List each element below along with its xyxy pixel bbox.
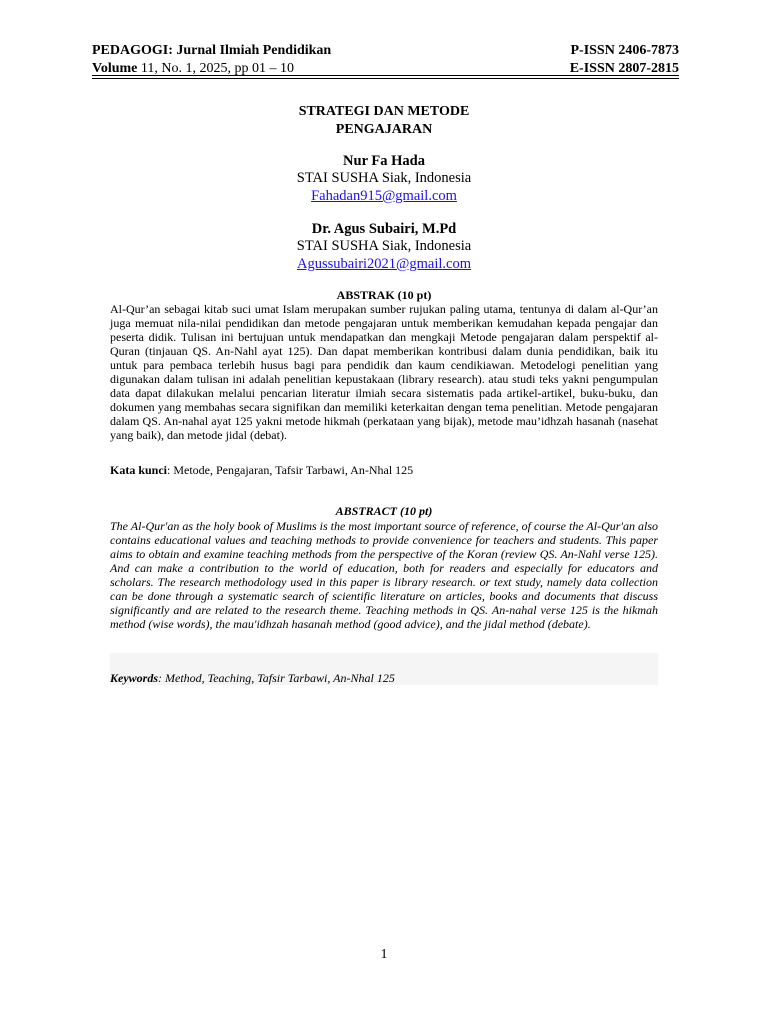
- abstract-text: The Al-Qur'an as the holy book of Muslims is the most important source of reference, of course the Al-Qur'an also contains educational values and teaching methods to provide convenience for teachers and students. This paper aims to obtain and examine teaching methods from the perspective of the Koran (review QS. An-Nahl verse 125). And can make a contribution to the world of education, both for readers and especially for educators and scholars. The research methodology used in this paper is library research. or text study, namely data collection can be done through a systematic search of scientific literature on articles, books and documents that discuss significantly and are related to the research theme. Teaching methods in QS. An-nahal verse 125 is the hikmah method (wise words), the mau'idhzah hasanah method (good advice), and the jidal method (debate).: [110, 519, 658, 631]
- e-issn: E-ISSN 2807-2815: [569, 61, 679, 76]
- author-email-wrap: [110, 187, 658, 205]
- author-name: Dr. Agus Subairi, M.Pd: [311, 221, 457, 237]
- paper-title: [110, 103, 658, 139]
- volume-label: Volume: [92, 61, 138, 76]
- page-number: 1: [380, 947, 388, 962]
- header-rule-top: [92, 75, 679, 76]
- author-email-link[interactable]: Agussubairi2021@gmail.com: [296, 256, 472, 272]
- abstract-heading: ABSTRACT (10 pt): [335, 504, 433, 518]
- header-rule-bottom: [92, 78, 679, 79]
- author-email-wrap: [110, 255, 658, 273]
- abstrak-heading: ABSTRAK (10 pt): [336, 288, 432, 302]
- title-line-2: PENGAJARAN: [335, 122, 433, 137]
- journal-header: [92, 42, 679, 78]
- keywords-values: : Method, Teaching, Tafsir Tarbawi, An-Nhal 125: [158, 671, 395, 685]
- volume-details: 11, No. 1, 2025, pp 01 – 10: [137, 61, 294, 76]
- author-affiliation: STAI SUSHA Siak, Indonesia: [296, 170, 472, 186]
- author-block-2: [110, 221, 658, 273]
- abstrak-text: Al-Qur’an sebagai kitab suci umat Islam merupakan sumber rujukan paling utama, tentunya di dalam al-Qur’an juga memuat nila-nilai pendidikan dan metode pengajaran untuk memberikan kemudahan kepada pengajar dan peserta didik. Tulisan ini bertujuan untuk mendapatkan dan mengkaji Metode pengajaran dalam perspektif al-Quran (tinjauan QS. An-Nahl ayat 125). Dan dapat memberikan kontribusi dalam dunia pendidikan, baik itu untuk para pembaca terlebih husus bagi para pendidik dan kaum cendikiawan. Metodelogi penelitian yang digunakan dalam tulisan ini adalah penelitian kepustakaan (library research). atau studi teks yakni pengumpulan data dapat dilakukan melalui pencarian literatur ilmiah secara sistematis pada artikel-artikel, buku-buku, dan dokumen yang membahas secara signifikan dan memiliki keterkaitan dengan tema penelitian. Metode pengajaran dalam QS. An-nahal ayat 125 yakni metode hikmah (perkataan yang bijak), metode mau’idhzah hasanah (nasehat yang baik), dan metode jidal (debat).: [110, 302, 658, 442]
- author-email-link[interactable]: Fahadan915@gmail.com: [311, 188, 457, 204]
- author-block-1: [110, 153, 658, 205]
- author-affiliation: STAI SUSHA Siak, Indonesia: [296, 238, 472, 254]
- keywords-label: Keywords: [110, 671, 158, 685]
- p-issn: P-ISSN 2406-7873: [570, 43, 679, 58]
- author-name: Nur Fa Hada: [343, 153, 425, 169]
- keywords: [110, 671, 658, 686]
- kata-kunci-label: Kata kunci: [110, 463, 168, 477]
- journal-name: PEDAGOGI: Jurnal Ilmiah Pendidikan: [92, 43, 332, 58]
- title-line-1: STRATEGI DAN METODE: [298, 104, 470, 119]
- kata-kunci-values: : Metode, Pengajaran, Tafsir Tarbawi, An-Nhal 125: [167, 463, 414, 477]
- kata-kunci: [110, 463, 658, 478]
